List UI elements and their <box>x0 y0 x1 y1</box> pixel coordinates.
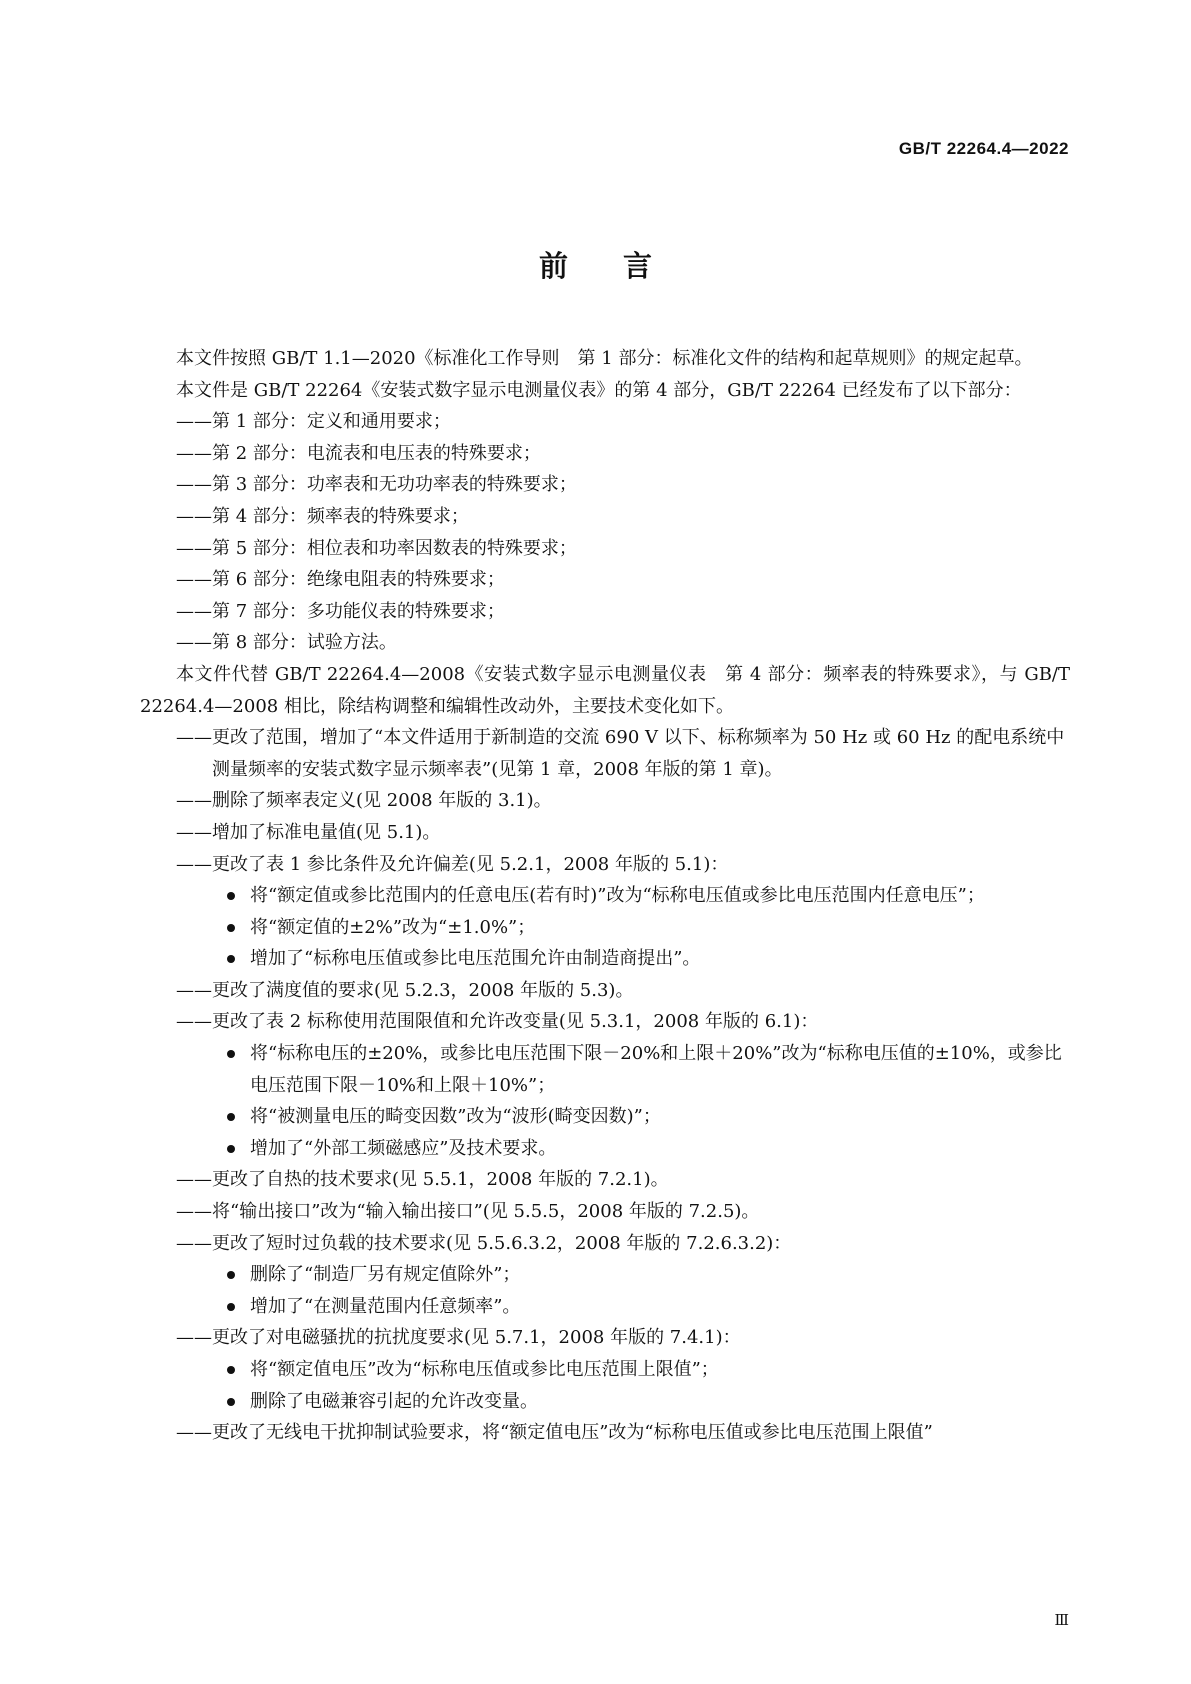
bullet-item: 将“额定值电压”改为“标称电压值或参比电压范围上限值”； <box>140 1354 1070 1386</box>
dash-item: ——更改了满度值的要求(见 5.2.3，2008 年版的 5.3)。 <box>176 979 634 1001</box>
dash-item: ——更改了自热的技术要求(见 5.5.1，2008 年版的 7.2.1)。 <box>176 1169 669 1191</box>
dash-item: ——删除了频率表定义(见 2008 年版的 3.1)。 <box>176 790 552 812</box>
bullet-item: 将“被测量电压的畸变因数”改为“波形(畸变因数)”； <box>140 1101 1070 1133</box>
paragraph: 本文件按照 GB/T 1.1—2020《标准化工作导则 第 1 部分：标准化文件的结构和起草规则》的规定起草。 <box>176 348 1033 369</box>
paragraph: 本文件是 GB/T 22264《安装式数字显示电测量仪表》的第 4 部分，GB/T 22264 已经发布了以下部分： <box>176 379 1022 401</box>
bullet-item: 删除了电磁兼容引起的允许改变量。 <box>140 1386 1070 1418</box>
bullet-item: 增加了“标称电压值或参比电压范围允许由制造商提出”。 <box>140 943 1070 975</box>
paragraph: 本文件代替 GB/T 22264.4—2008《安装式数字显示电测量仪表 第 4 部分：频率表的特殊要求》，与 GB/T 22264.4—2008 相比，除结构调整和编辑性改动外，主要技术变化如下。 <box>140 663 1070 717</box>
bullet-item: 将“额定值或参比范围内的任意电压(若有时)”改为“标称电压值或参比电压范围内任意电压”； <box>140 880 1070 912</box>
dash-item: ——第 6 部分：绝缘电阻表的特殊要求； <box>176 569 505 591</box>
dash-item: ——增加了标准电量值(见 5.1)。 <box>176 821 441 843</box>
dash-item: ——更改了范围，增加了“本文件适用于新制造的交流 690 V 以下、标称频率为 50 Hz 或 60 Hz 的配电系统中测量频率的安装式数字显示频率表”(见第 1 章，2008 年版的第 1 章)。 <box>176 727 1065 780</box>
dash-item: ——第 5 部分：相位表和功率因数表的特殊要求； <box>176 537 577 559</box>
page-title: 前言 <box>538 249 707 283</box>
dash-item: ——第 4 部分：频率表的特殊要求； <box>176 505 469 527</box>
dash-item: ——第 2 部分：电流表和电压表的特殊要求； <box>176 442 541 464</box>
bullet-item: 删除了“制造厂另有规定值除外”； <box>140 1259 1070 1291</box>
dash-item: ——第 8 部分：试验方法。 <box>176 632 397 654</box>
dash-item: ——更改了无线电干扰抑制试验要求，将“额定值电压”改为“标称电压值或参比电压范围上限值” <box>176 1422 933 1444</box>
bullet-item: 将“标称电压的±20%，或参比电压范围下限－20%和上限＋20%”改为“标称电压值的±10%，或参比电压范围下限－10%和上限＋10%”； <box>140 1038 1070 1101</box>
bullet-item: 将“额定值的±2%”改为“±1.0%”； <box>140 912 1070 944</box>
dash-item: ——更改了表 1 参比条件及允许偏差(见 5.2.1，2008 年版的 5.1)： <box>176 853 729 875</box>
dash-item: ——更改了短时过负载的技术要求(见 5.5.6.3.2，2008 年版的 7.2.6.3.2)： <box>176 1232 792 1254</box>
dash-item: ——将“输出接口”改为“输入输出接口”(见 5.5.5，2008 年版的 7.2.5)。 <box>176 1201 760 1223</box>
page-number: Ⅲ <box>1054 1611 1069 1629</box>
document-number: GB/T 22264.4—2022 <box>898 139 1069 158</box>
dash-item: ——更改了对电磁骚扰的抗扰度要求(见 5.7.1，2008 年版的 7.4.1)： <box>176 1327 741 1349</box>
dash-item: ——第 1 部分：定义和通用要求； <box>176 411 451 433</box>
bullet-item: 增加了“在测量范围内任意频率”。 <box>140 1291 1070 1323</box>
foreword-body <box>140 343 1070 1449</box>
dash-item: ——第 7 部分：多功能仪表的特殊要求； <box>176 600 505 622</box>
bullet-item: 增加了“外部工频磁感应”及技术要求。 <box>140 1133 1070 1165</box>
dash-item: ——更改了表 2 标称使用范围限值和允许改变量(见 5.3.1，2008 年版的 6.1)： <box>176 1011 819 1033</box>
dash-item: ——第 3 部分：功率表和无功功率表的特殊要求； <box>176 474 577 496</box>
